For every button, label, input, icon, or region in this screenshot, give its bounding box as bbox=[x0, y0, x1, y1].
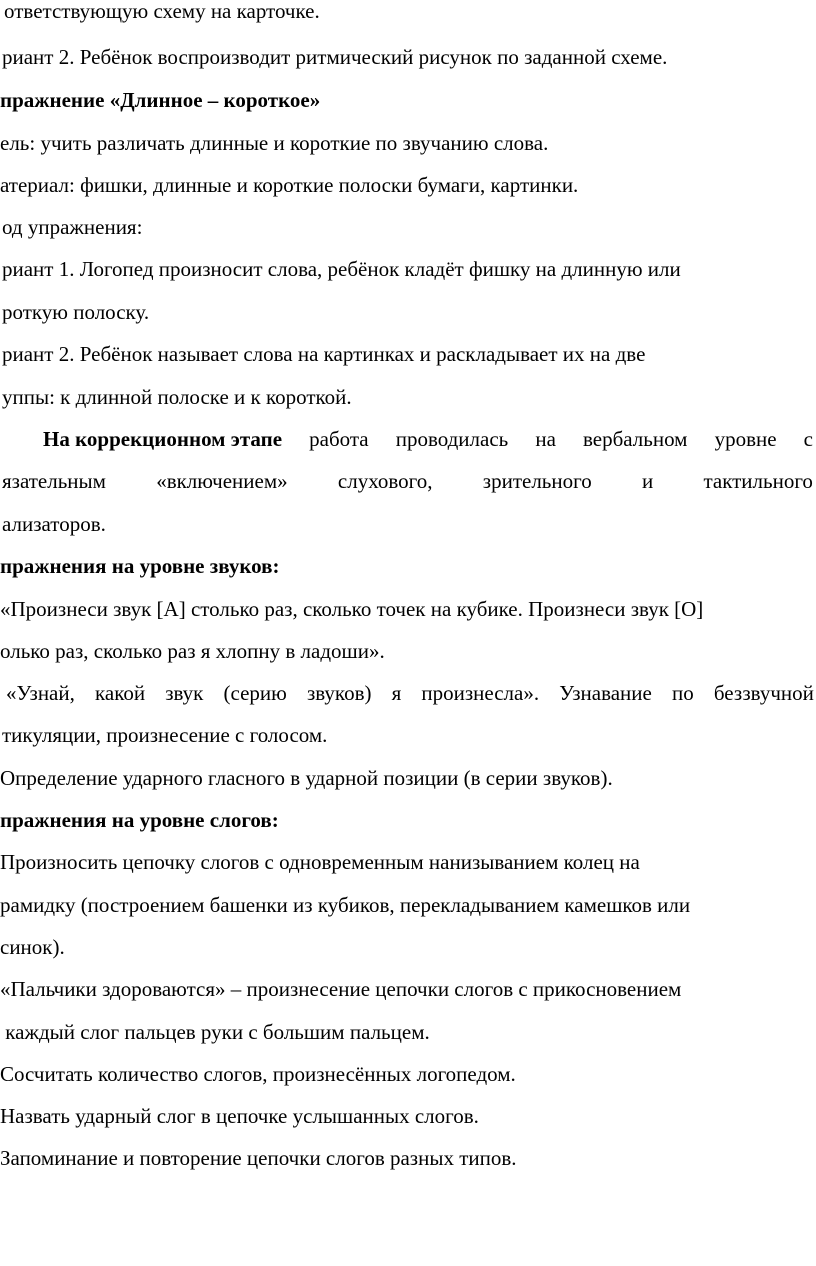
justified-line bbox=[6, 672, 814, 714]
text-line bbox=[2, 291, 816, 333]
text-line bbox=[2, 503, 816, 545]
text-line bbox=[2, 376, 816, 418]
justified-line bbox=[2, 460, 813, 502]
text-line bbox=[2, 206, 816, 248]
word: я bbox=[391, 681, 402, 705]
line-text: Запоминание и повторение цепочки слогов разных типов. bbox=[0, 1146, 517, 1170]
text-line bbox=[0, 841, 816, 883]
word: работа bbox=[309, 427, 369, 451]
justified-line bbox=[43, 418, 813, 460]
section-heading-text: пражнения на уровне звуков: bbox=[0, 554, 280, 578]
line-text: роткую полоску. bbox=[2, 300, 150, 324]
line-text: Произносить цепочку слогов с одновременным нанизыванием колец на bbox=[0, 850, 640, 874]
word: тактильного bbox=[703, 469, 813, 493]
line-text: риант 1. Логопед произносит слова, ребёнок кладёт фишку на длинную или bbox=[2, 257, 681, 281]
line-text: тикуляции, произнесение с голосом. bbox=[2, 723, 328, 747]
section-heading-text: пражнения на уровне слогов: bbox=[0, 808, 279, 832]
word: звуков) bbox=[306, 681, 372, 705]
text-line bbox=[0, 630, 816, 672]
line-text: синок). bbox=[0, 935, 65, 959]
line-text: уппы: к длинной полоске и к короткой. bbox=[2, 385, 352, 409]
section-heading bbox=[0, 799, 816, 841]
text-line bbox=[4, 0, 816, 32]
word: с bbox=[803, 427, 813, 451]
word: зрительного bbox=[482, 469, 592, 493]
line-text: рамидку (построением башенки из кубиков, перекладыванием камешков или bbox=[0, 893, 691, 917]
text-line bbox=[2, 36, 816, 78]
word: язательным bbox=[2, 469, 106, 493]
line-text: ответствующую схему на карточке. bbox=[4, 0, 320, 23]
line-text: атериал: фишки, длинные и короткие полоски бумаги, картинки. bbox=[0, 173, 579, 197]
line-text: Назвать ударный слог в цепочке услышанных слогов. bbox=[0, 1104, 479, 1128]
word: вербальном bbox=[582, 427, 688, 451]
word: на bbox=[535, 427, 556, 451]
word: и bbox=[641, 469, 654, 493]
section-heading bbox=[0, 545, 816, 587]
word: (серию bbox=[223, 681, 287, 705]
line-text: риант 2. Ребёнок называет слова на картинках и раскладывает их на две bbox=[2, 342, 646, 366]
word: по bbox=[671, 681, 694, 705]
line-text: ализаторов. bbox=[2, 512, 106, 536]
word: уровне bbox=[714, 427, 777, 451]
line-text: ель: учить различать длинные и короткие по звучанию слова. bbox=[0, 131, 549, 155]
line-text: олько раз, сколько раз я хлопну в ладоши». bbox=[0, 639, 385, 663]
word: Узнавание bbox=[559, 681, 652, 705]
text-line bbox=[0, 884, 816, 926]
line-text: Сосчитать количество слогов, произнесённых логопедом. bbox=[0, 1062, 516, 1086]
text-line bbox=[0, 757, 816, 799]
text-line bbox=[0, 1137, 816, 1179]
word: какой bbox=[94, 681, 146, 705]
word: беззвучной bbox=[713, 681, 814, 705]
word: «Узнай, bbox=[6, 681, 75, 705]
line-text: од упражнения: bbox=[2, 215, 143, 239]
exercise-heading-text: пражнение «Длинное – короткое» bbox=[0, 88, 321, 112]
word: произнесла». bbox=[421, 681, 540, 705]
word: «включением» bbox=[156, 469, 288, 493]
line-text: «Произнеси звук [А] столько раз, сколько точек на кубике. Произнеси звук [О] bbox=[0, 597, 704, 621]
line-text: риант 2. Ребёнок воспроизводит ритмический рисунок по заданной схеме. bbox=[2, 45, 668, 69]
text-line bbox=[0, 164, 816, 206]
line-text: «Пальчики здороваются» – произнесение цепочки слогов с прикосновением bbox=[0, 977, 682, 1001]
correction-stage-bold-text: На коррекционном этапе bbox=[43, 427, 283, 451]
text-line bbox=[0, 588, 816, 630]
text-line bbox=[2, 714, 816, 756]
text-line bbox=[0, 1095, 816, 1137]
text-line bbox=[2, 333, 816, 375]
text-line bbox=[0, 926, 816, 968]
line-text: каждый слог пальцев руки с большим пальцем. bbox=[0, 1020, 430, 1044]
text-line bbox=[0, 1053, 816, 1095]
line-text: Определение ударного гласного в ударной позиции (в серии звуков). bbox=[0, 766, 613, 790]
text-line bbox=[0, 122, 816, 164]
text-line bbox=[2, 248, 816, 290]
word: проводилась bbox=[395, 427, 509, 451]
exercise-heading bbox=[0, 79, 816, 121]
text-line bbox=[0, 1011, 816, 1053]
text-line bbox=[0, 968, 816, 1010]
word: звук bbox=[165, 681, 204, 705]
word: слухового, bbox=[337, 469, 433, 493]
